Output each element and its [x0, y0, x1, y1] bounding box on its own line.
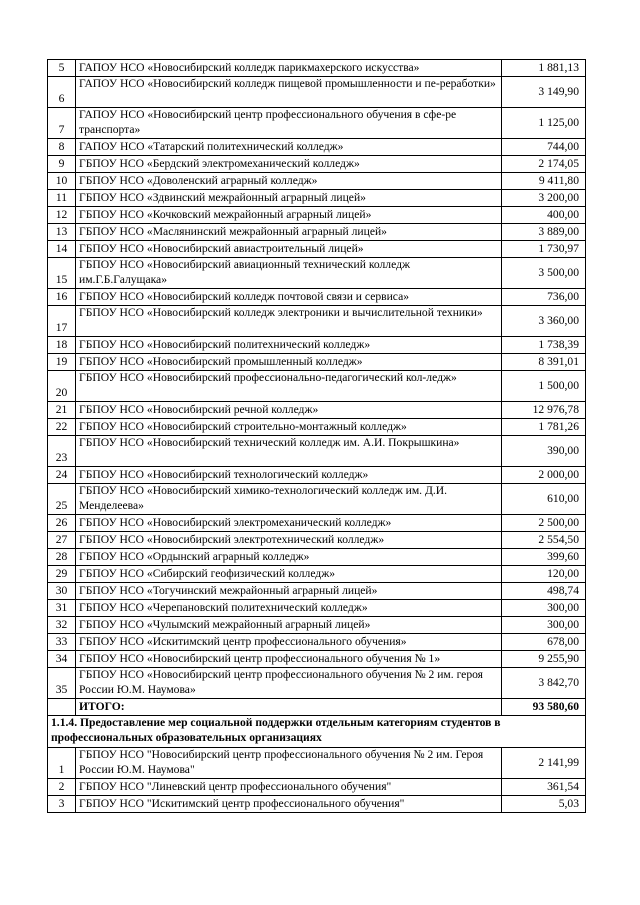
row-number: 33 [48, 634, 76, 651]
institution-name: ГАПОУ НСО «Новосибирский центр профессионального обучения в сфе-ре транспорта» [76, 108, 502, 139]
institution-name: ГАПОУ НСО «Новосибирский колледж пищевой промышленности и пе-реработки» [76, 77, 502, 108]
row-number: 27 [48, 532, 76, 549]
row-number: 30 [48, 583, 76, 600]
table-row [48, 241, 586, 258]
amount: 2 000,00 [502, 467, 586, 484]
institution-name: ГБПОУ НСО «Новосибирский политехнический колледж» [76, 337, 502, 354]
row-number: 17 [48, 306, 76, 337]
row-number: 12 [48, 207, 76, 224]
total-num-cell [48, 699, 76, 716]
table-row [48, 354, 586, 371]
institution-name: ГБПОУ НСО «Новосибирский речной колледж» [76, 402, 502, 419]
table-row [48, 337, 586, 354]
amount: 3 149,90 [502, 77, 586, 108]
amount: 1 738,39 [502, 337, 586, 354]
amount: 300,00 [502, 617, 586, 634]
row-number: 15 [48, 258, 76, 289]
amount: 2 554,50 [502, 532, 586, 549]
document-page [47, 59, 585, 813]
section-heading: 1.1.4. Предоставление мер социальной поддержки отдельным категориям студентов в профессиональных образовательных организациях [48, 716, 586, 748]
amount: 12 976,78 [502, 402, 586, 419]
table-row [48, 60, 586, 77]
row-number: 32 [48, 617, 76, 634]
table-row [48, 668, 586, 699]
row-number: 13 [48, 224, 76, 241]
table-row [48, 748, 586, 779]
amount: 498,74 [502, 583, 586, 600]
row-number: 35 [48, 668, 76, 699]
amount: 8 391,01 [502, 354, 586, 371]
row-number: 7 [48, 108, 76, 139]
amount: 3 889,00 [502, 224, 586, 241]
table-row [48, 467, 586, 484]
table-row [48, 371, 586, 402]
table-row [48, 484, 586, 515]
row-number: 10 [48, 173, 76, 190]
table-row [48, 651, 586, 668]
amount: 3 200,00 [502, 190, 586, 207]
row-number: 14 [48, 241, 76, 258]
row-number: 5 [48, 60, 76, 77]
amount: 3 500,00 [502, 258, 586, 289]
amount: 3 360,00 [502, 306, 586, 337]
table-row [48, 532, 586, 549]
row-number: 6 [48, 77, 76, 108]
institution-name: ГБПОУ НСО «Новосибирский строительно-монтажный колледж» [76, 419, 502, 436]
institution-name: ГБПОУ НСО «Чулымский межрайонный аграрный лицей» [76, 617, 502, 634]
row-number: 16 [48, 289, 76, 306]
row-number: 25 [48, 484, 76, 515]
institution-name: ГБПОУ НСО «Маслянинский межрайонный аграрный лицей» [76, 224, 502, 241]
amount: 2 141,99 [502, 748, 586, 779]
institution-name: ГБПОУ НСО «Новосибирский промышленный колледж» [76, 354, 502, 371]
amount: 400,00 [502, 207, 586, 224]
institution-name: ГБПОУ НСО «Новосибирский центр профессионального обучения № 1» [76, 651, 502, 668]
institution-name: ГБПОУ НСО «Кочковский межрайонный аграрный лицей» [76, 207, 502, 224]
table-row [48, 207, 586, 224]
table-row [48, 402, 586, 419]
row-number: 29 [48, 566, 76, 583]
row-number: 8 [48, 139, 76, 156]
amount: 361,54 [502, 779, 586, 796]
institution-name: ГАПОУ НСО «Татарский политехнический колледж» [76, 139, 502, 156]
row-number: 11 [48, 190, 76, 207]
amount: 1 125,00 [502, 108, 586, 139]
table-row [48, 306, 586, 337]
amount: 744,00 [502, 139, 586, 156]
table-row [48, 583, 586, 600]
row-number: 31 [48, 600, 76, 617]
table-row [48, 156, 586, 173]
institution-name: ГБПОУ НСО «Тогучинский межрайонный аграрный лицей» [76, 583, 502, 600]
amount: 300,00 [502, 600, 586, 617]
institution-name: ГБПОУ НСО «Бердский электромеханический колледж» [76, 156, 502, 173]
institution-name: ГБПОУ НСО «Новосибирский центр профессионального обучения № 2 им. героя России Ю.М. Наумова» [76, 668, 502, 699]
section-heading-row [48, 716, 586, 748]
institution-name: ГБПОУ НСО "Линевский центр профессионального обучения" [76, 779, 502, 796]
institution-name: ГБПОУ НСО "Новосибирский центр профессионального обучения № 2 им. Героя России Ю.М. Наумова" [76, 748, 502, 779]
amount: 9 255,90 [502, 651, 586, 668]
row-number: 22 [48, 419, 76, 436]
amount: 3 842,70 [502, 668, 586, 699]
table-row [48, 549, 586, 566]
institution-name: ГБПОУ НСО «Новосибирский авиационный технический колледж им.Г.Б.Галущака» [76, 258, 502, 289]
amount: 5,03 [502, 796, 586, 813]
table-row [48, 600, 586, 617]
row-number: 24 [48, 467, 76, 484]
table-row [48, 419, 586, 436]
table-row [48, 515, 586, 532]
row-number: 21 [48, 402, 76, 419]
row-number: 28 [48, 549, 76, 566]
row-number: 34 [48, 651, 76, 668]
institution-name: ГБПОУ НСО «Здвинский межрайонный аграрный лицей» [76, 190, 502, 207]
institution-name: ГБПОУ НСО «Новосибирский химико-технологический колледж им. Д.И. Менделеева» [76, 484, 502, 515]
table-row [48, 634, 586, 651]
institution-name: ГБПОУ НСО «Новосибирский авиастроительный лицей» [76, 241, 502, 258]
row-number: 19 [48, 354, 76, 371]
table-row [48, 289, 586, 306]
row-number: 3 [48, 796, 76, 813]
amount: 1 500,00 [502, 371, 586, 402]
institution-name: ГБПОУ НСО «Новосибирский профессионально-педагогический кол-ледж» [76, 371, 502, 402]
total-label: ИТОГО: [76, 699, 502, 716]
amount: 390,00 [502, 436, 586, 467]
institution-name: ГБПОУ НСО «Ордынский аграрный колледж» [76, 549, 502, 566]
amount: 2 500,00 [502, 515, 586, 532]
amount: 399,60 [502, 549, 586, 566]
table-row [48, 258, 586, 289]
table-row [48, 617, 586, 634]
institution-name: ГБПОУ НСО "Искитимский центр профессионального обучения" [76, 796, 502, 813]
amount: 2 174,05 [502, 156, 586, 173]
institution-name: ГБПОУ НСО «Доволенский аграрный колледж» [76, 173, 502, 190]
row-number: 1 [48, 748, 76, 779]
row-number: 9 [48, 156, 76, 173]
table-row [48, 108, 586, 139]
row-number: 18 [48, 337, 76, 354]
institution-name: ГБПОУ НСО «Сибирский геофизический колледж» [76, 566, 502, 583]
institution-name: ГБПОУ НСО «Черепановский политехнический колледж» [76, 600, 502, 617]
amount: 1 781,26 [502, 419, 586, 436]
total-amount: 93 580,60 [502, 699, 586, 716]
amount: 1 881,13 [502, 60, 586, 77]
amount: 1 730,97 [502, 241, 586, 258]
institution-name: ГБПОУ НСО «Новосибирский технологический колледж» [76, 467, 502, 484]
table-row [48, 77, 586, 108]
table-row [48, 779, 586, 796]
funding-table [47, 59, 586, 813]
total-row [48, 699, 586, 716]
institution-name: ГБПОУ НСО «Новосибирский колледж почтовой связи и сервиса» [76, 289, 502, 306]
institution-name: ГБПОУ НСО «Новосибирский колледж электроники и вычислительной техники» [76, 306, 502, 337]
table-row [48, 139, 586, 156]
institution-name: ГБПОУ НСО «Новосибирский электротехнический колледж» [76, 532, 502, 549]
amount: 120,00 [502, 566, 586, 583]
amount: 610,00 [502, 484, 586, 515]
table-row [48, 566, 586, 583]
institution-name: ГАПОУ НСО «Новосибирский колледж парикмахерского искусства» [76, 60, 502, 77]
table-row [48, 436, 586, 467]
table-row [48, 190, 586, 207]
amount: 736,00 [502, 289, 586, 306]
institution-name: ГБПОУ НСО «Новосибирский технический колледж им. А.И. Покрышкина» [76, 436, 502, 467]
row-number: 2 [48, 779, 76, 796]
amount: 678,00 [502, 634, 586, 651]
row-number: 26 [48, 515, 76, 532]
institution-name: ГБПОУ НСО «Новосибирский электромеханический колледж» [76, 515, 502, 532]
table-row [48, 173, 586, 190]
table-row [48, 796, 586, 813]
row-number: 23 [48, 436, 76, 467]
table-row [48, 224, 586, 241]
institution-name: ГБПОУ НСО «Искитимский центр профессионального обучения» [76, 634, 502, 651]
row-number: 20 [48, 371, 76, 402]
amount: 9 411,80 [502, 173, 586, 190]
